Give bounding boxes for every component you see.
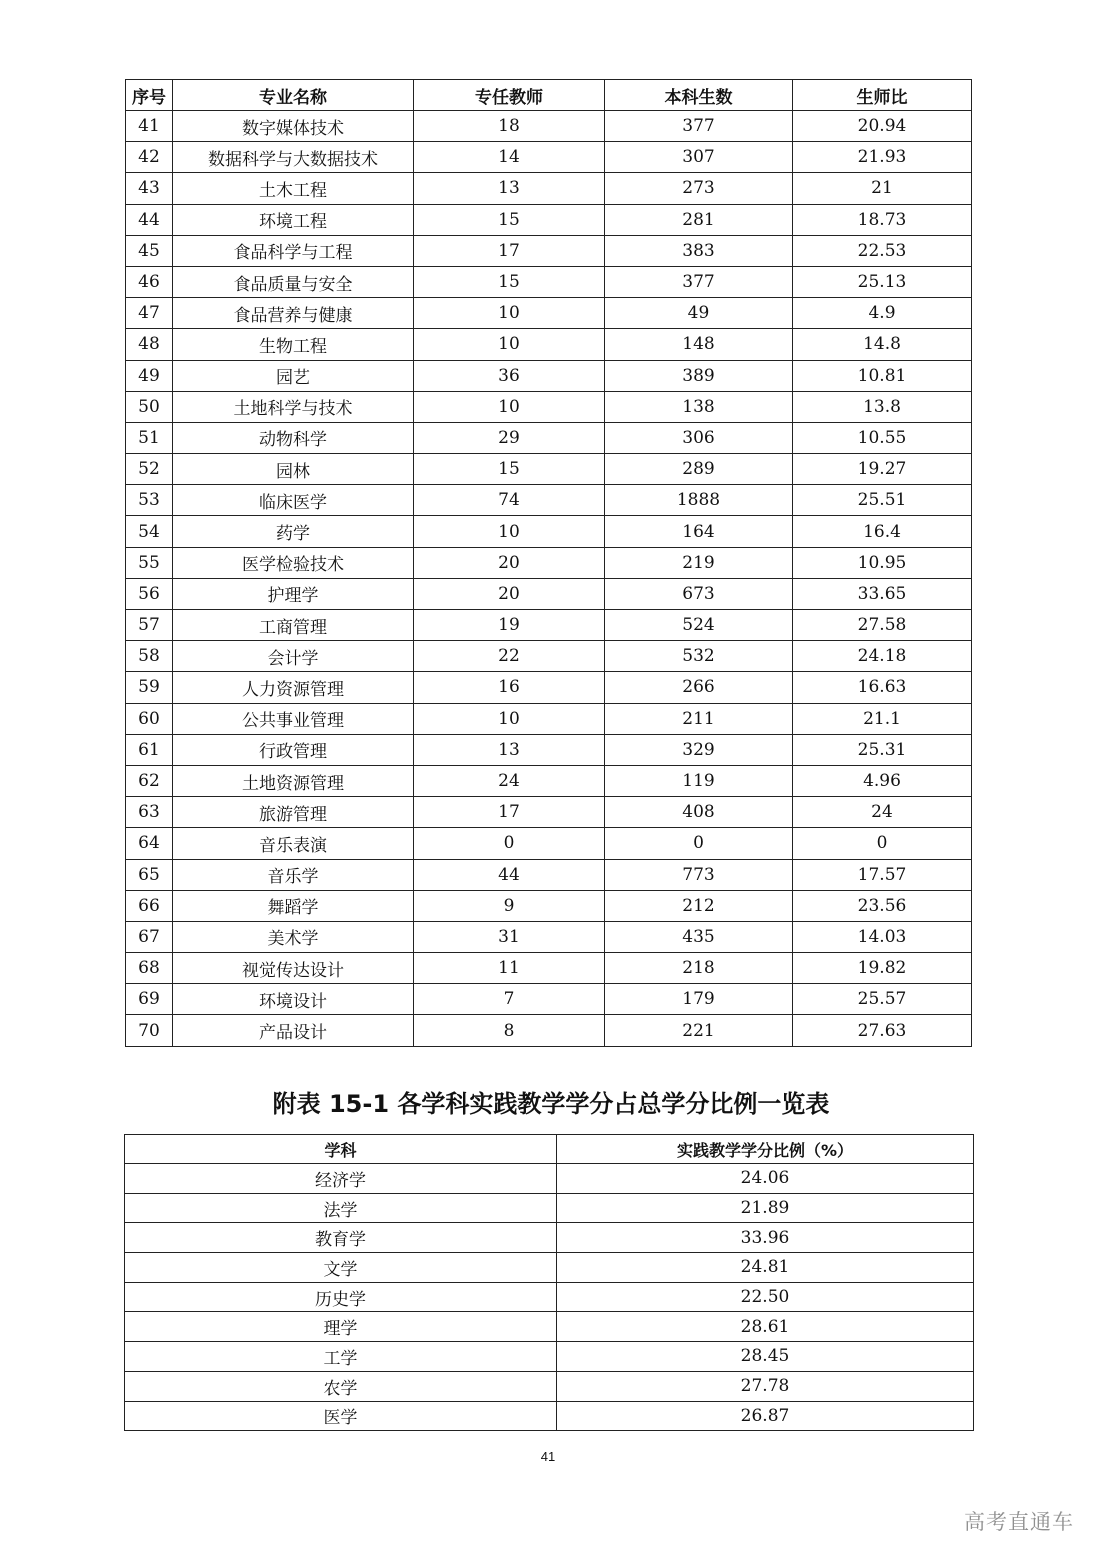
cell-ratio: 23.56 xyxy=(793,890,972,921)
table-row xyxy=(126,828,972,859)
cell-ratio: 17.57 xyxy=(793,859,972,890)
cell-index: 60 xyxy=(126,703,173,734)
watermark: 高考直通车 xyxy=(964,1510,1074,1534)
cell-major: 临床医学 xyxy=(173,485,414,516)
cell-major: 美术学 xyxy=(173,921,414,952)
cell-ratio: 33.65 xyxy=(793,578,972,609)
cell-teachers: 13 xyxy=(414,734,605,765)
table-row xyxy=(126,547,972,578)
cell-major: 医学检验技术 xyxy=(173,547,414,578)
cell-major: 环境工程 xyxy=(173,204,414,235)
cell-ratio: 16.63 xyxy=(793,672,972,703)
cell-students: 435 xyxy=(605,921,793,952)
cell-students: 218 xyxy=(605,953,793,984)
cell-students: 164 xyxy=(605,516,793,547)
page-number: 41 xyxy=(540,1449,556,1464)
cell-ratio: 18.73 xyxy=(793,204,972,235)
table-row xyxy=(126,953,972,984)
cell-major: 产品设计 xyxy=(173,1015,414,1046)
table-header-row xyxy=(126,80,972,111)
cell-discipline: 医学 xyxy=(125,1401,557,1431)
cell-ratio: 19.82 xyxy=(793,953,972,984)
cell-index: 55 xyxy=(126,547,173,578)
column-header-practice-ratio: 实践教学学分比例（%） xyxy=(557,1135,974,1164)
cell-teachers: 9 xyxy=(414,890,605,921)
cell-teachers: 10 xyxy=(414,298,605,329)
cell-index: 50 xyxy=(126,391,173,422)
cell-teachers: 20 xyxy=(414,547,605,578)
table-row xyxy=(126,204,972,235)
cell-students: 383 xyxy=(605,235,793,266)
cell-major: 数据科学与大数据技术 xyxy=(173,142,414,173)
cell-major: 土地科学与技术 xyxy=(173,391,414,422)
cell-index: 68 xyxy=(126,953,173,984)
cell-index: 45 xyxy=(126,235,173,266)
cell-teachers: 36 xyxy=(414,360,605,391)
table-row xyxy=(125,1312,974,1342)
cell-index: 52 xyxy=(126,454,173,485)
cell-students: 289 xyxy=(605,454,793,485)
column-header-major: 专业名称 xyxy=(173,80,414,111)
table-row xyxy=(126,921,972,952)
cell-practice-ratio: 33.96 xyxy=(557,1223,974,1253)
cell-practice-ratio: 22.50 xyxy=(557,1282,974,1312)
cell-discipline: 教育学 xyxy=(125,1223,557,1253)
cell-students: 219 xyxy=(605,547,793,578)
cell-students: 306 xyxy=(605,422,793,453)
table-row xyxy=(126,266,972,297)
cell-teachers: 13 xyxy=(414,173,605,204)
table-row xyxy=(125,1401,974,1431)
cell-students: 212 xyxy=(605,890,793,921)
cell-major: 行政管理 xyxy=(173,734,414,765)
table-caption: 附表 15-1 各学科实践教学学分占总学分比例一览表 xyxy=(272,1090,830,1118)
cell-teachers: 10 xyxy=(414,391,605,422)
cell-teachers: 10 xyxy=(414,329,605,360)
cell-ratio: 14.03 xyxy=(793,921,972,952)
cell-ratio: 10.81 xyxy=(793,360,972,391)
cell-major: 药学 xyxy=(173,516,414,547)
table-row xyxy=(126,142,972,173)
cell-index: 46 xyxy=(126,266,173,297)
cell-index: 57 xyxy=(126,610,173,641)
cell-students: 408 xyxy=(605,797,793,828)
table-row xyxy=(126,298,972,329)
cell-ratio: 21.93 xyxy=(793,142,972,173)
table-row xyxy=(126,391,972,422)
cell-practice-ratio: 27.78 xyxy=(557,1371,974,1401)
cell-teachers: 15 xyxy=(414,454,605,485)
table-row xyxy=(126,329,972,360)
cell-discipline: 经济学 xyxy=(125,1164,557,1194)
cell-index: 56 xyxy=(126,578,173,609)
cell-ratio: 0 xyxy=(793,828,972,859)
cell-teachers: 11 xyxy=(414,953,605,984)
cell-index: 66 xyxy=(126,890,173,921)
table-row xyxy=(126,734,972,765)
table-row xyxy=(126,641,972,672)
cell-practice-ratio: 24.06 xyxy=(557,1164,974,1194)
table-row xyxy=(126,360,972,391)
table-row xyxy=(126,984,972,1015)
column-header-index: 序号 xyxy=(126,80,173,111)
cell-ratio: 13.8 xyxy=(793,391,972,422)
cell-ratio: 27.58 xyxy=(793,610,972,641)
table-row xyxy=(126,422,972,453)
cell-major: 生物工程 xyxy=(173,329,414,360)
cell-students: 673 xyxy=(605,578,793,609)
cell-students: 524 xyxy=(605,610,793,641)
cell-students: 211 xyxy=(605,703,793,734)
cell-practice-ratio: 24.81 xyxy=(557,1253,974,1283)
cell-index: 47 xyxy=(126,298,173,329)
cell-teachers: 10 xyxy=(414,703,605,734)
cell-index: 53 xyxy=(126,485,173,516)
cell-ratio: 4.96 xyxy=(793,765,972,796)
cell-index: 70 xyxy=(126,1015,173,1046)
cell-teachers: 19 xyxy=(414,610,605,641)
cell-students: 221 xyxy=(605,1015,793,1046)
cell-discipline: 法学 xyxy=(125,1193,557,1223)
cell-ratio: 16.4 xyxy=(793,516,972,547)
cell-teachers: 10 xyxy=(414,516,605,547)
table-row xyxy=(126,111,972,142)
cell-students: 138 xyxy=(605,391,793,422)
cell-major: 动物科学 xyxy=(173,422,414,453)
cell-ratio: 20.94 xyxy=(793,111,972,142)
cell-teachers: 15 xyxy=(414,204,605,235)
cell-index: 64 xyxy=(126,828,173,859)
cell-index: 49 xyxy=(126,360,173,391)
cell-index: 54 xyxy=(126,516,173,547)
cell-major: 土木工程 xyxy=(173,173,414,204)
cell-index: 63 xyxy=(126,797,173,828)
cell-major: 园林 xyxy=(173,454,414,485)
table-row xyxy=(126,859,972,890)
cell-discipline: 农学 xyxy=(125,1371,557,1401)
table-row xyxy=(126,578,972,609)
cell-students: 773 xyxy=(605,859,793,890)
cell-students: 377 xyxy=(605,111,793,142)
cell-teachers: 18 xyxy=(414,111,605,142)
cell-students: 0 xyxy=(605,828,793,859)
cell-ratio: 25.13 xyxy=(793,266,972,297)
cell-major: 会计学 xyxy=(173,641,414,672)
cell-teachers: 15 xyxy=(414,266,605,297)
practice-credit-table-body xyxy=(125,1164,974,1431)
table-row xyxy=(125,1342,974,1372)
cell-students: 273 xyxy=(605,173,793,204)
cell-students: 389 xyxy=(605,360,793,391)
table-row xyxy=(125,1282,974,1312)
cell-teachers: 14 xyxy=(414,142,605,173)
cell-major: 环境设计 xyxy=(173,984,414,1015)
cell-major: 公共事业管理 xyxy=(173,703,414,734)
table-row xyxy=(126,610,972,641)
table-row xyxy=(126,703,972,734)
cell-practice-ratio: 26.87 xyxy=(557,1401,974,1431)
cell-ratio: 19.27 xyxy=(793,454,972,485)
cell-teachers: 31 xyxy=(414,921,605,952)
column-header-teachers: 专任教师 xyxy=(414,80,605,111)
cell-teachers: 44 xyxy=(414,859,605,890)
cell-teachers: 7 xyxy=(414,984,605,1015)
table-row xyxy=(126,173,972,204)
cell-students: 307 xyxy=(605,142,793,173)
cell-major: 园艺 xyxy=(173,360,414,391)
cell-students: 1888 xyxy=(605,485,793,516)
cell-major: 食品营养与健康 xyxy=(173,298,414,329)
cell-index: 59 xyxy=(126,672,173,703)
cell-ratio: 10.55 xyxy=(793,422,972,453)
table-row xyxy=(125,1253,974,1283)
cell-major: 工商管理 xyxy=(173,610,414,641)
cell-discipline: 历史学 xyxy=(125,1282,557,1312)
cell-ratio: 25.51 xyxy=(793,485,972,516)
cell-index: 48 xyxy=(126,329,173,360)
cell-practice-ratio: 28.61 xyxy=(557,1312,974,1342)
cell-practice-ratio: 21.89 xyxy=(557,1193,974,1223)
cell-teachers: 74 xyxy=(414,485,605,516)
cell-ratio: 4.9 xyxy=(793,298,972,329)
cell-ratio: 10.95 xyxy=(793,547,972,578)
cell-index: 62 xyxy=(126,765,173,796)
cell-index: 67 xyxy=(126,921,173,952)
cell-practice-ratio: 28.45 xyxy=(557,1342,974,1372)
major-ratio-table-body xyxy=(126,111,972,1047)
cell-ratio: 21.1 xyxy=(793,703,972,734)
table-row xyxy=(126,797,972,828)
cell-ratio: 21 xyxy=(793,173,972,204)
cell-index: 44 xyxy=(126,204,173,235)
cell-students: 49 xyxy=(605,298,793,329)
cell-index: 43 xyxy=(126,173,173,204)
table-row xyxy=(126,516,972,547)
cell-major: 音乐学 xyxy=(173,859,414,890)
cell-students: 179 xyxy=(605,984,793,1015)
cell-index: 41 xyxy=(126,111,173,142)
cell-major: 护理学 xyxy=(173,578,414,609)
cell-index: 58 xyxy=(126,641,173,672)
cell-index: 69 xyxy=(126,984,173,1015)
cell-teachers: 22 xyxy=(414,641,605,672)
table-row xyxy=(125,1193,974,1223)
cell-index: 42 xyxy=(126,142,173,173)
cell-discipline: 工学 xyxy=(125,1342,557,1372)
cell-ratio: 24 xyxy=(793,797,972,828)
major-ratio-table xyxy=(125,79,972,1047)
cell-index: 51 xyxy=(126,422,173,453)
cell-major: 舞蹈学 xyxy=(173,890,414,921)
table-row xyxy=(126,235,972,266)
table-row xyxy=(126,765,972,796)
cell-ratio: 27.63 xyxy=(793,1015,972,1046)
table-row xyxy=(126,454,972,485)
cell-index: 61 xyxy=(126,734,173,765)
cell-teachers: 29 xyxy=(414,422,605,453)
cell-students: 329 xyxy=(605,734,793,765)
cell-index: 65 xyxy=(126,859,173,890)
cell-ratio: 22.53 xyxy=(793,235,972,266)
cell-ratio: 14.8 xyxy=(793,329,972,360)
cell-students: 148 xyxy=(605,329,793,360)
table-row xyxy=(125,1164,974,1194)
cell-ratio: 24.18 xyxy=(793,641,972,672)
cell-ratio: 25.31 xyxy=(793,734,972,765)
cell-major: 数字媒体技术 xyxy=(173,111,414,142)
cell-teachers: 0 xyxy=(414,828,605,859)
table-row xyxy=(125,1371,974,1401)
table-row xyxy=(126,672,972,703)
column-header-ratio: 生师比 xyxy=(793,80,972,111)
cell-teachers: 16 xyxy=(414,672,605,703)
cell-major: 旅游管理 xyxy=(173,797,414,828)
cell-major: 视觉传达设计 xyxy=(173,953,414,984)
practice-credit-table xyxy=(124,1134,974,1431)
cell-ratio: 25.57 xyxy=(793,984,972,1015)
cell-students: 119 xyxy=(605,765,793,796)
cell-students: 281 xyxy=(605,204,793,235)
cell-major: 土地资源管理 xyxy=(173,765,414,796)
cell-discipline: 理学 xyxy=(125,1312,557,1342)
cell-teachers: 24 xyxy=(414,765,605,796)
cell-teachers: 17 xyxy=(414,235,605,266)
cell-teachers: 20 xyxy=(414,578,605,609)
column-header-students: 本科生数 xyxy=(605,80,793,111)
cell-students: 532 xyxy=(605,641,793,672)
cell-major: 音乐表演 xyxy=(173,828,414,859)
cell-students: 377 xyxy=(605,266,793,297)
cell-major: 人力资源管理 xyxy=(173,672,414,703)
table-row xyxy=(126,890,972,921)
table-row xyxy=(125,1223,974,1253)
table-row xyxy=(126,485,972,516)
cell-teachers: 8 xyxy=(414,1015,605,1046)
column-header-discipline: 学科 xyxy=(125,1135,557,1164)
cell-students: 266 xyxy=(605,672,793,703)
cell-major: 食品科学与工程 xyxy=(173,235,414,266)
cell-teachers: 17 xyxy=(414,797,605,828)
cell-discipline: 文学 xyxy=(125,1253,557,1283)
cell-major: 食品质量与安全 xyxy=(173,266,414,297)
table-header-row xyxy=(125,1135,974,1164)
table-row xyxy=(126,1015,972,1046)
